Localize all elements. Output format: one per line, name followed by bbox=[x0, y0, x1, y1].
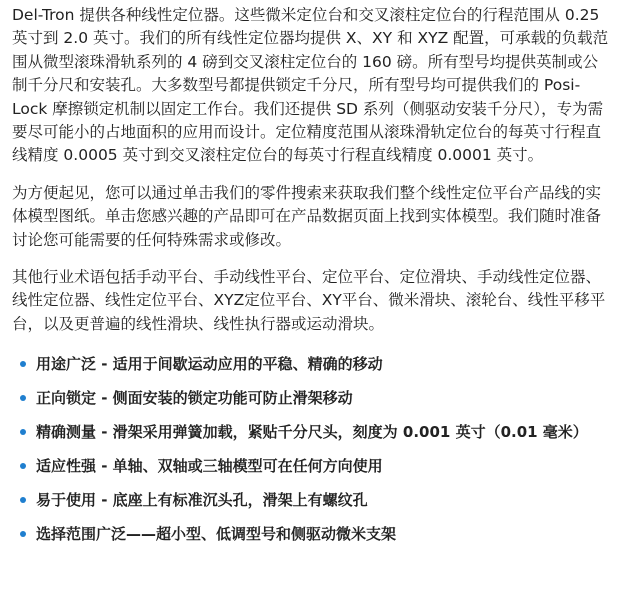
intro-paragraph: Del-Tron 提供各种线性定位器。这些微米定位台和交叉滚柱定位台的行程范围从 0.25 英寸到 2.0 英寸。我们的所有线性定位器均提供 X、XY 和 XYZ 配置，可承载的负载范围从微型滚珠滑轨系列的 4 磅到交叉滚柱定位台的 160 磅。所有型号均提供英制或公制千分尺和安装孔。大多数型号都提供锁定千分尺，所有型号均可提供我们的 Posi-Lock 摩擦锁定机制以固定工作台。我们还提供 SD 系列（侧驱动安装千分尺），专为需要尽可能小的占地面积的应用而设计。定位精度范围从滚珠滑轨定位台的每英寸行程直线精度 0.0005 英寸到交叉滚柱定位台的每英寸行程直线精度 0.0001 英寸。 bbox=[12, 6, 609, 165]
feature-text: 易于使用 - 底座上有标准沉头孔，滑架上有螺纹孔 bbox=[36, 491, 368, 510]
feature-text: 选择范围广泛——超小型、低调型号和侧驱动微米支架 bbox=[36, 525, 397, 544]
solid-model-paragraph: 为方便起见，您可以通过单击我们的零件搜索来获取我们整个线性定位平台产品线的实体模型图纸。单击您感兴趣的产品即可在产品数据页面上找到实体模型。我们随时准备讨论您可能需要的任何特殊需求或修改。 bbox=[12, 183, 602, 249]
list-item bbox=[12, 352, 612, 376]
list-item bbox=[12, 522, 612, 546]
bullet-dot-icon bbox=[20, 361, 26, 367]
feature-text: 适应性强 - 单轴、双轴或三轴模型可在任何方向使用 bbox=[36, 457, 383, 476]
feature-text: 用途广泛 - 适用于间歇运动应用的平稳、精确的移动 bbox=[36, 355, 383, 374]
list-item bbox=[12, 488, 612, 512]
list-item bbox=[12, 454, 612, 478]
bullet-dot-icon bbox=[20, 395, 26, 401]
industry-terms-paragraph: 其他行业术语包括手动平台、手动线性平台、定位平台、定位滑块、手动线性定位器、线性定位器、线性定位平台、XYZ定位平台、XY平台、微米滑块、滚轮台、线性平移平台，以及更普遍的线性滑块、线性执行器或运动滑块。 bbox=[12, 268, 606, 333]
bullet-dot-icon bbox=[20, 463, 26, 469]
bullet-dot-icon bbox=[20, 531, 26, 537]
list-item bbox=[12, 420, 612, 444]
bullet-dot-icon bbox=[20, 429, 26, 435]
list-item bbox=[12, 386, 612, 410]
feature-text: 精确测量 - 滑架采用弹簧加载，紧贴千分尺头，刻度为 0.001 英寸（0.01 毫米） bbox=[36, 423, 588, 442]
feature-list bbox=[12, 352, 612, 546]
bullet-dot-icon bbox=[20, 497, 26, 503]
feature-text: 正向锁定 - 侧面安装的锁定功能可防止滑架移动 bbox=[36, 389, 353, 408]
